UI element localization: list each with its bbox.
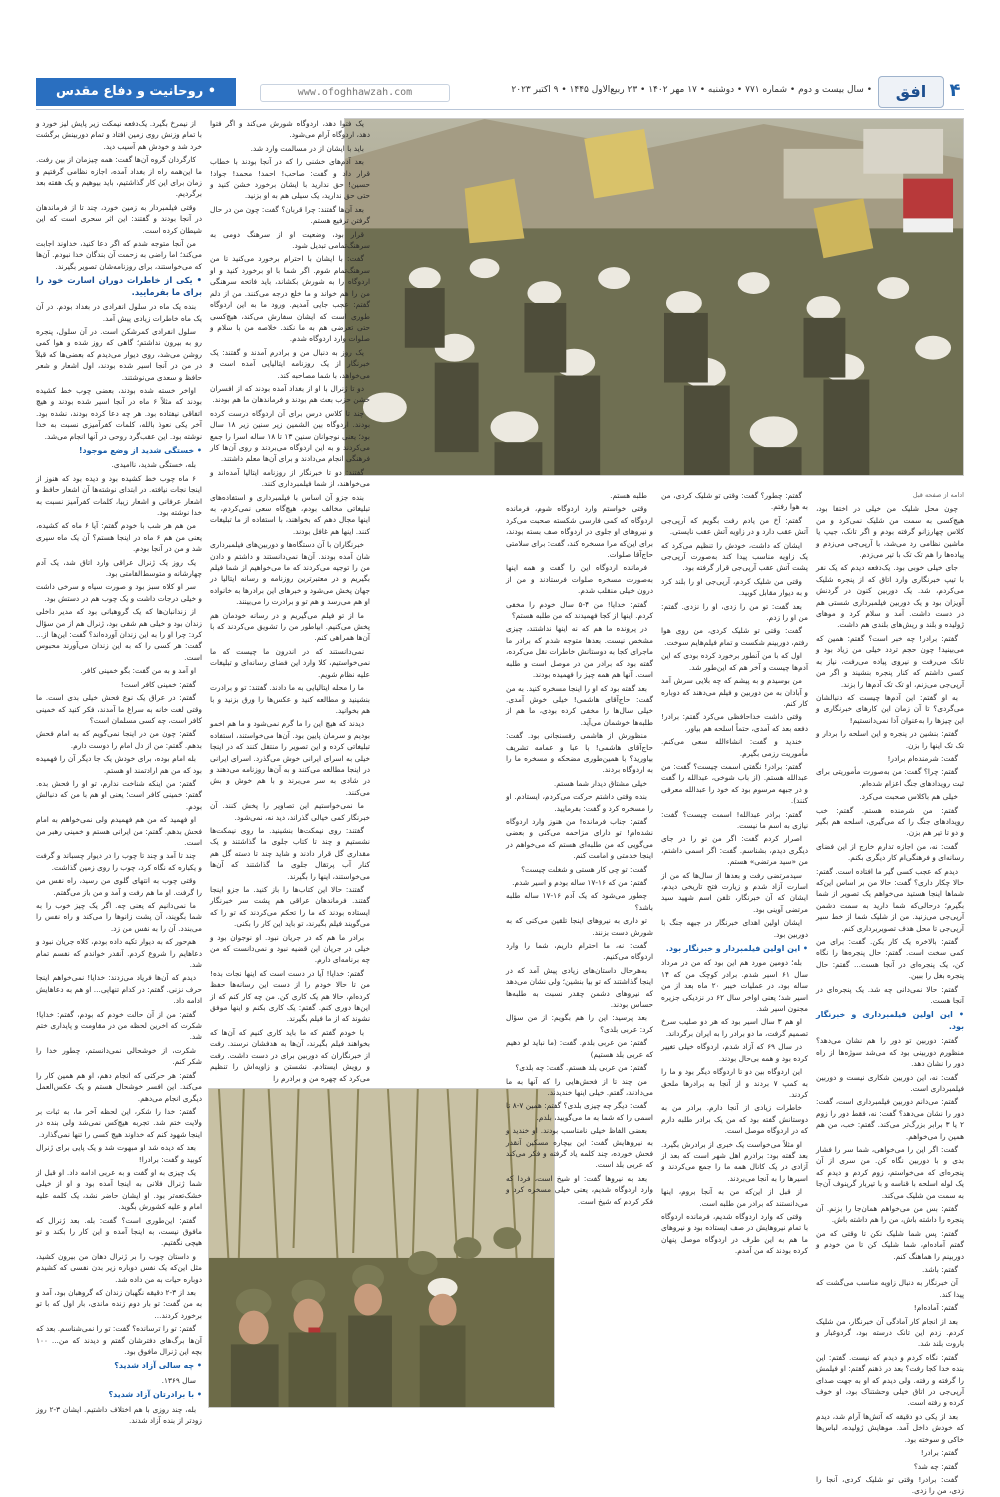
paragraph: گفتم: جناب فرمانده! من هنوز وارد اردوگاه نشده‌ام! تو دارای مزاحمه می‌کنی و بعضی می‌گویی که من طلبه‌ای هستم که می‌خواهم در اینجا خدمتی و امامت کنم. <box>506 816 653 861</box>
paragraph: دیدند که هیچ این را ما گرم نمی‌شود و ما هم اخمو بودیم و سرمان پایین بود. آن‌ها می‌خواستند، استفاده تبلیغاتی کرده و این تصویر را منتقل کنند که در اینجا خیلی به اسرای ایرانی خوش می‌گذرد. اسرای ایرانی در اینجا مطالعه می‌کنند و به آن‌ها روزنامه می‌دهند و در شادی به سر می‌برند و با هم خوش و بش می‌کنند. <box>210 719 370 797</box>
paragraph: و داستان چوب را بر ژنرال دهان من بیرون کشید، مثل این‌که یک نفس دوباره زیر بدن نفسی که کشیدم دوباره حیات به من داده شد. <box>36 1251 202 1284</box>
interview-question: • یکی از خاطرات دوران اسارت خود را برای ما بفرمایید. <box>36 275 202 297</box>
paragraph: من بوسیدم و به پیشم که چه بلایی سرش آمد و آبادان به من دوربین و فیلم می‌دهند که دوباره کار کنم. <box>661 676 808 708</box>
paragraph: طلبه هستم. <box>610 491 647 500</box>
paragraph: وقتی فیلمبردار به زمین خورد، چند تا از فرماندهان در آنجا بودند و گفتند: این اثر سحری است که این شیطان کرده است. <box>36 202 202 235</box>
paragraph: قرار بود، وضعیت او از سرهنگ دومی به سرهنگ‌تمامی تبدیل شود. <box>210 229 370 251</box>
interview-question: • این اولین فیلمبردار و خبرنگار بود. <box>665 944 808 954</box>
paragraph: این اردوگاه بین دو تا اردوگاه دیگر بود و ما را به کمپ ۷ بردند و از آنجا به برادرها ملحق کردند. <box>661 1067 808 1099</box>
paragraph: برادر ما هم که در جریان نبود. او نوجوان بود و خیلی در جریان این قضیه نبود و نمی‌دانست که من چه برنامه‌ای دارم. <box>210 932 370 965</box>
paragraph: بعد به نیروها گفت: او شیخ است، فردا که وارد اردوگاه شدیم، یعنی خیلی مسخره کرد و فکر کردم که شیخ است. <box>506 1173 653 1206</box>
paragraph: دو تا ژنرال با او از بغداد آمده بودند که از افسران خشن حزب بعث هم بودند و فرماندهان ما هم بودند. <box>210 383 370 405</box>
paragraph: گفتم: من اینکه شناخت ندارم، تو او را فحش بده. گفتم: خمینی کافر است؛ یعنی او هم با من که دنبالش بودم. <box>36 778 202 811</box>
paragraph: تو داری به نیروهای اینجا تلقین می‌کنی که به شورش دست بزنند. <box>506 916 653 937</box>
paragraph: سلول انفرادی کمرشکن است. در آن سلول، پنجره رو به بیرون نداشتم؛ گاهی که روز شده و هوا کمی روشن می‌شد، روی دیوار می‌دیدم که بعضی‌ها که قبلاً در من در آنجا اسیر شده بودند، اول اشعار و شعر حافظ و سعدی می‌نوشتند. <box>36 326 202 382</box>
paragraph: او فهمید که من هم فهمیدم ولی نمی‌خواهم به امام فحش بدهم. گفتم: من ایرانی هستم و خمینی رهبر من است. <box>36 815 202 847</box>
paragraph: گفتم: در عراق یک نوع فحش خیلی بدی است. ما وقتی لغت خانه به سراغ ما آمدند، فکر کنید که خمینی کافر است، چه کسی مسلمان است؟ <box>36 693 202 725</box>
paragraph: به‌هرحال داستان‌های زیادی پیش آمد که در اینجا گذاشتند که تو بیا بنشین؛ ولی نشان می‌دهد که نیروهای دشمن چقدر نسبت به طلبه‌ها حساس بودند. <box>506 965 653 1010</box>
website-url[interactable]: www.ofoghhawzah.com <box>260 84 450 102</box>
paragraph: بعد که دیده شد او مبهوت شد و یک پایی برای ژنرال کوبید و گفت: برادرا! <box>36 1143 202 1164</box>
paragraph: گفت: نه، من اجازه تدارم خارج از این فضای رسانه‌ای و فرهنگی‌ام کار دیگری بکنم. <box>816 841 964 863</box>
paragraph: چند تا کلاس درس برای آن اردوگاه درست کرده بودند. اردوگاه بین الشمین زیر سنین زیر ۱۸ سال بود؛ یعنی نوجوانان سنین ۱۳ تا ۱۸ ساله اسرا را جمع می‌کردند و به این اردوگاه می‌بردند و روی آن‌ها کار فرهنگی انجام می‌دادند و برای آن‌ها معلم داشتند. <box>210 408 370 464</box>
paragraph: هم‌حور که به دیوار تکیه داده بودم، کلاه جریان نبود و دعاهایم را شروع کردم. آنقدر خواندم که نفسم تمام شد. <box>36 937 202 970</box>
paragraph: گفتند: روی نیمکت‌ها بنشینید. ما روی نیمکت‌ها نشستیم و چند تا کتاب جلوی ما گذاشتند و یک مقداری گل قرار دادند و شاید چند تا دسته گل هم کنار آب پرتقال جلوی ما گذاشتند که آن‌ها می‌خواستند، اینها را بگیرند. <box>210 825 370 881</box>
paragraph: او هم ۳ سال اسیر بود که هر دو صلیب سرخ تصمیم گرفت، ما دو برادر را به ایران برگرداند. <box>661 1017 808 1038</box>
paragraph: من هم هر شب با خودم گفتم: آیا ۶ ماه که کشیده، یعنی من هم ۶ ماه در اینجا هستم؟ آن یک ماه سپری شد و من در آنجا بودم. <box>36 521 202 554</box>
paragraph: خندید و گفت: انشاءالله سعی می‌کنم. مأموریت رزمی بگیرم. <box>661 737 808 758</box>
paragraph: گفتم: نگاه کردم و دیدم که نیست. گفتم: این بنده خدا کجا رفت؟ بعد در ذهنم گفتم: او فیلمش را گرفته و رفته. ولی دیدم که او به جهت صدای آرپی‌جی در اتاق خیلی وحشتناک بود، او خوف کرده و رفته است. <box>816 1352 964 1408</box>
paragraph: او آمد و به من گفت: بگو خمینی کافر. <box>80 666 196 676</box>
paragraph: گفتم: من عربی بلدم. گفت: (ما نباید لو دهیم که عربی بلد هستیم) <box>506 1038 653 1059</box>
paragraph: گفتم: چطور؟ گفت: وقتی تو شلیک کردی، من به هوا رفتم. <box>661 491 808 512</box>
paragraph: یک چیزی به او گفت و به عربی ادامه داد. او قبل از شما ژنرال فلانی به اینجا آمده بود و او از خیلی خشک‌تعه‌تر بود. او ایشان حاضر نشد، یک کلمه علیه امام و علیه کشورش بگوید. <box>36 1167 202 1212</box>
paragraph: گفتم: دوربین تو دور را هم نشان می‌دهد؟ منظورم دوربینی بود که می‌شد سوژه‌ها از راه دور را نشان دهد. <box>816 1036 964 1069</box>
clerics-crowd-image <box>345 119 963 475</box>
paragraph: از قبل از این‌که من به آنجا بروم، اینها می‌دانستند که برادر من طلبه است. <box>661 1187 808 1208</box>
issue-info: • سال بیست و دوم • شماره ۷۷۱ • دوشنبه • ۱۷ مهر ۱۴۰۲ • ۲۳ ربیع‌الاول ۱۴۴۵ • ۹ اکتبر ۲۰۲۳ <box>511 85 872 95</box>
paragraph: گفتند: دو تا خبرنگار از روزنامه ایتالیا آمده‌اند و می‌خواهند، از شما فیلمبرداری کنند. <box>210 467 370 489</box>
paragraph: یک روز یک ژنرال عراقی وارد اتاق شد، یک آدم چهارشانه و متوسط‌القامتی بود. <box>36 557 202 579</box>
paragraph: گفتم: خمینی کافر است! <box>120 679 196 689</box>
paragraph: گفتم: آماده‌ام! <box>913 1303 958 1313</box>
paragraph: گفت: برادر! وقتی تو شلیک کردی، آنجا را زدی، من را زدی. <box>816 1474 964 1496</box>
paragraph: ایشان که داشت، خودش را تنظیم می‌کرد که یک زاویه مناسب پیدا کند به‌صورت آرپی‌جی پشت آتش عقب آرپی‌جی قرار گرفته بود. <box>661 540 808 573</box>
paragraph: اواخر خسته شده بودند، بعضی چوب خط کشیده بودند که مثلاً ۶ ماه در آنجا اسیر شده بودند و هیچ اتفاقی نیفتاده بود. هر چه دعا کرده بودند، نشده بود. آخر یکی نعوذ بالله، کلمات کفرآمیزی نسبت به خدا نوشته بود. این عقب‌گرد روحی در آنها انجام می‌شد. <box>36 385 202 441</box>
paragraph: گفتم: بنشین در پنجره و این اسلحه را بردار و تک تک اینها را بزن. <box>816 729 964 750</box>
paragraph: گفتم: چرا؟ گفت: من به‌صورت مأموریتی برای ثبت رویدادهای جنگ اعزام شده‌ام. <box>816 767 964 788</box>
paragraph: بنده جزو آن اساس با فیلمبرداری و استفاده‌های تبلیغاتی مخالف بودم، هیچ‌گاه سعی نمی‌کردم، به اینها مجال دهم که بخواهند، با استفاده از ما تبلیغات کنند. اینها هم غافل بودند. <box>210 492 370 536</box>
newspaper-logo: افق <box>878 76 944 108</box>
paragraph: خیلی هم باکلاس صحبت می‌کرد. <box>859 792 958 802</box>
paragraph: گفت: دیگر چه چیزی بلدی؟ گفتم: همین ۷-۸ تا اسمی را که شما به ما می‌گویید، بلدم. <box>506 1101 653 1122</box>
paragraph: او مثلاً می‌خواست یک خبری از برادرش بگیرد. بعد گفته بود: برادرم اهل شهر است که بعد از آزادی در یک کانال همه ما را جمع می‌کردند و اسیرها را به آنجا می‌بردند. <box>661 1139 808 1183</box>
paragraph: بعد از ۳-۲ دقیقه نگهبان زندان که گروهبان بود، آمد و به من گفت: تو بار دوم زنده ماندی، بار اول که با تو برخورد کردند... <box>36 1288 202 1320</box>
paragraph: چطور می‌شود که یک آدم ۱۶-۱۷ ساله طلبه باشد؟ <box>506 891 653 912</box>
paragraph: گفتم: این‌طوری است؟ گفت: بله. بعد ژنرال که مافوق نیست، به اینجا آمده و این کار را بکند و تو هیچی نگفتیم. <box>36 1215 202 1248</box>
paragraph: گفتم: می‌دانم دوربین فیلمبرداری است، گفت: دور را نشان می‌دهد؟ گفت: نه، فقط دور را زوم ۲ یا ۳ برابر بزرگ‌تر می‌کند. گفتم: خب، من هم همین را می‌خواهم. <box>816 1097 964 1141</box>
paragraph: گفت: نه، این دوربین شکاری نیست و دوربین فیلمبرداری است. <box>816 1072 964 1093</box>
paragraph: وقتی خواستم وارد اردوگاه شوم، فرمانده اردوگاه که کمی فارسی شکسته صحبت می‌کرد و نیروهای او جلوی در اردوگاه صف بسته بودند، برای این‌که مرا مسخره کند، گفت: برای سلامتی حاج‌آقا صلوات. <box>506 504 653 560</box>
paragraph: ما نمی‌خواستیم این تصاویر را پخش کنند. آن خبرنگار کمی خیالی گذراند، دید نه، نمی‌شود. <box>210 801 370 822</box>
paragraph: بعد پرسید: این را هم بگویم: از من سؤال کرد: عربی بلدی؟ <box>506 1013 653 1034</box>
paragraph: با خودم گفتم که ما باید کاری کنیم که آن‌ها که بخواهند فیلم بگیرند، آن‌ها به هدفشان نرسند. رفت از خبرنگاران که دوربین برای در دست داشت. رفت و رویش ایستادم. نشستن و زاویه‌اش را تنظیم می‌کرد که چهره من و برادرم را <box>210 1027 370 1083</box>
paragraph: خبرنگاران با آن دستگاه‌ها و دوربین‌های فیلمبرداری شان آمده بودند. آن‌ها نمی‌دانستند و داشتم و دادن من را توجیه می‌کردند که ما می‌خواهیم از شما فیلم بگیریم و در معتبرترین روزنامه و رسانه ایتالیا در جهان پخش می‌شود و خبرهای این برادرها به خانواده او هم می‌رسد و هم تو و برادرت را می‌بینند. <box>210 540 370 607</box>
paragraph: گفت: با ایشان با احترام برخورد می‌کنید تا من سرهنگ‌تمام شوم. اگر شما با او برخورد کنید و او اردوگاه را به شورش بکشاند، باید فاتحه سرهنگی من را هم خواند و ما خلع درجه می‌کنند. من از دلم گفتم: عجب جایی آمدیم. ورود ما به این اردوگاه طوری است که ایشان سفارش می‌کند، هیچ‌کسی حتی تعرضی هم به ما نکند. خلاصه من با سلام و صلوات وارد اردوگاه شدم. <box>210 254 370 344</box>
paragraph: وقتی که وارد اردوگاه شدیم، فرمانده اردوگاه با تمام نیروهایش در صف ایستاده بود و نیروهای ما هم به این طرف در اردوگاه موصل پنهان کرده بودند که من آمدم. <box>661 1211 808 1256</box>
article-column-2 <box>661 490 808 1408</box>
article-column-1 <box>816 490 964 1496</box>
paragraph: شکرت، از خوشحالی نمی‌دانستم، چطور خدا را شکر کنم. <box>36 1045 202 1067</box>
paragraph: بعد آن‌ها گفتند: چرا قربان؟ گفت: چون من در حال گرفتن ترفیع هستم. <box>210 204 370 226</box>
paragraph: دیدم که آن‌ها فریاد می‌زدند: خدایا! نمی‌خواهم اینجا حرف نزنی. گفتم: در کدام تنهایی... او هم به دعاهایش ادامه داد. <box>36 973 202 1006</box>
article-column-5 <box>35 118 202 1426</box>
paragraph: سیدمرتضی رفت و بعدها از سال‌ها که من از اسارت آزاد شدم و زیارت فتح تاریخی دیدم، ایشان که آن خبرنگار، تلفن اسم شهید سید مرتضی آوینی بود. <box>661 870 808 914</box>
paragraph: بله، چند روزی با هم اختلاف داشتیم. ایشان ۳-۲ روز زودتر از بنده آزاد شدند. <box>36 1404 202 1426</box>
paragraph: گفتم: بالاخره یک کار بکن. گفت: برای من کمی سخت است. گفتم: حال پنجره‌ها را نگاه کن، یک پنجره‌ای در آنجا هست... گفتم: حال پنجره بغل را ببین. <box>816 937 964 981</box>
photo-clerics-at-front <box>344 118 964 476</box>
paragraph: گفت: اگر این را می‌خواهی، شما سر را فشار بدی و با دوربین نگاه کن. من سری از آن پنجره‌ای که می‌خواستم، زوم کردم و دیدم که یک لوله اسلحه با قناسه و با تیربار گرینوف آن‌جا به سمت من شلیک می‌کند. <box>816 1144 964 1200</box>
soldiers-reeds-image <box>209 1089 554 1407</box>
page-header <box>36 76 964 110</box>
paragraph: گفت: تو چی کار هستی و شغلت چیست؟ <box>521 864 647 874</box>
paragraph: سر او کلاه سبز بود و صورت سیاه و سرخی داشت و خیلی درجات داشت و یک چوب هم در دستش بود. <box>36 582 202 603</box>
paragraph: گفتم: برادر عبدالله! اسمت چیست؟ گفت: نیازی به اسم ما نیست. <box>661 809 808 830</box>
paragraph: گفتم: چه شد؟ <box>913 1461 958 1471</box>
interview-question: • با برادرتان آزاد شدید؟ <box>108 1390 202 1400</box>
paragraph: گفتم: من شرمنده هستم. گفتم: خب رویدادهای جنگ را که می‌گیری، اسلحه هم بگیر و دو تا تیر هم بزن. <box>816 805 964 838</box>
paragraph: منظورش از هاشمی رفسنجانی بود. گفت: حاج‌آقای هاشمی! با عبا و عمامه تشریف بیاورید؟ با همین‌طوری مضحکه و مسخره ما را به اردوگاه بردند. <box>506 731 653 775</box>
paragraph: جای خیلی خوبی بود. یک‌دفعه دیدم که یک نفر با تیپ خبرنگاری وارد اتاق که از پنجره شلیک می‌کردم، شد. یک دوربین کنون در گردنش آویزان بود و یک دوربین فیلمبرداری شستی هم در دست داشت. آمد و سلام کرد و موهای ژولیده و بلند و ریش‌های بلندی هم داشت. <box>816 563 964 630</box>
paragraph: گفتم: خدایا! من ۴-۵ سال خودم را مخفی کردم. اینها از کجا فهمیدند که من طلبه هستم؟ <box>506 599 653 621</box>
interview-question: • خستگی شدید از وضع موجود! <box>78 445 202 455</box>
paragraph: وقتی من شلیک کردم، آرپی‌جی او را بلند کرد و به دیوار مقابل کوبید. <box>661 576 808 598</box>
paragraph: خاطرات زیادی از آنجا دارم. برادر من به دوستانش گفته بود که من یک برادر طلبه دارم که در اردوگاه موصل است. <box>661 1103 808 1136</box>
paragraph: ایشان اولین اهدای خبرنگار در جبهه جنگ با دوربین بود. <box>661 918 808 939</box>
paragraph: گفتم: من عربی بلد هستم. گفت: چه بلدی؟ <box>515 1063 647 1073</box>
paragraph: گفتم: من که ۱۶-۱۷ ساله بودم و اسیر شدم. <box>512 878 647 887</box>
paragraph: یک روز به دنبال من و برادرم آمدند و گفتند: یک خبرنگار از یک روزنامه ایتالیایی آمده است و می‌خواهد، با شما مصاحبه کند. <box>210 347 370 380</box>
paragraph: آن خبرنگار به دنبال زاویه مناسب می‌گشت که پیدا کند. <box>816 1278 964 1299</box>
paragraph: سال ۱۳۶۹. <box>161 1375 196 1385</box>
paragraph: چند تا آمد و چند تا چوب را در دیوار چسباند و گرفت و یکباره که نگاه کرد، چوب را روی زمین گذاشت. <box>36 851 202 872</box>
paragraph: ما از تو فیلم می‌گیریم و در رسانه خودمان هم پخش می‌کنیم. ابیاطور من را تشویق می‌کردند که با آن‌ها همراهی کنم. <box>210 610 370 643</box>
paragraph: وقتی داشت خداحافظی می‌کرد گفتم: برادر! دفعه بعد که آمدی، حتماً اسلحه هم بیاور. <box>661 712 808 733</box>
paragraph: باید با ایشان از در مسالمت وارد شد. <box>250 143 364 153</box>
paragraph: گفتم: خدا را شکر، این لحظه آخر ما، به ثبات بر ولایت ختم شد. تجربه هیچ‌کس نمی‌شد ولی بنده در اینجا شهود کنم که خداوند هیچ کسی را تنها نمی‌گذارد. <box>36 1106 202 1139</box>
paragraph: از نیمرخ بگیرد. یک‌دفعه نیمکت زیر پایش لیز خورد و با تمام وزنش روی زمین افتاد و تمام دوربینش برگشت خرد شد و خودش هم آسیب دید. <box>36 119 202 151</box>
paragraph: بعد آدم‌های خشنی را که در آنجا بودند با خطاب قرار داد و گفت: صاحب! احمد! محمد! جواد! حسین! حق ندارید با ایشان برخورد خشن کنید و حتی حق ندارید، یک سیلی هم به او بزنید. <box>210 157 370 201</box>
paragraph: گفتم: خدایا! آیا در دست است که اینها نجات بده! من تا حالا خودم را از دست این رسانه‌ها حفظ کرده‌ام، حالا هم یک کاری کن. من چه کار کنم که از این‌ها دوری کنم. گفتم: یک کاری بکنم و اینها موفق نشوند که از ما فیلم بگیرند. <box>210 968 370 1024</box>
paragraph: گفتند: حالا این کتاب‌ها را باز کنید. ما جزو اینجا گفتند. فرماندهان عراقی هم پشت سر خبرنگار ایستاده بودند که ما را تحکم می‌کردند که تو را که می‌گویند فیلم بگیرند، تو باید این کار را بکنی. <box>210 885 370 929</box>
paragraph: من آنجا متوجه شدم که اگر دعا کنید، خداوند اجابت می‌کند؛ اما راضی به زحمت آن بندگان خدا نبودم. آن‌ها که می‌خواستند، برای روزنامه‌شان تصویر بگیرند. <box>36 239 202 271</box>
continued-caption: ادامه از صفحه قبل <box>912 491 964 499</box>
paragraph: اصرار کردم گفت: اگر من تو را در جای دیگری دیدم، بشناسم. گفت: اگر اسمی داشتم، من «سید مرتضی» هستم. <box>661 834 808 867</box>
paragraph: نمی‌دانستند که در اندرون ما چیست که ما نمی‌خواستیم، کلا وارد این فضای رسانه‌ای و تبلیغات علیه نظام شویم. <box>210 646 370 679</box>
paragraph: یک فتوا دهد، اردوگاه شورش می‌کند و اگر فتوا دهد، اردوگاه آرام می‌شود. <box>210 119 370 140</box>
paragraph: گفتم: برادر! نگفتی اسمت چیست؟ گفت: من عبدالله هستم. (از باب شوخی، عبدالله را گفت و در جبهه مرسوم بود که خود را عبدالله معرفی کنند). <box>661 761 808 806</box>
paragraph: بله، خستگی شدید، ناامیدی. <box>111 460 196 470</box>
paragraph: وقتی چوب به انتهای گلوی من رسید، راه نفس من را گرفت. او ما هم رفت و آمد و من باز می‌گفتم. <box>36 876 202 897</box>
paragraph: در پرونده ما هم که نه اینها نداشتند، چیزی مشخص نیست. بعدها متوجه شدم که برادر ما ماجرای کجا به دوستانش خاطرات نقل می‌کرده، گفته بود که برادر من در موصل است و طلبه است. آنها هم همه چیز را فهمیده بودند. <box>506 624 653 680</box>
interview-question: • چه سالی آزاد شدید؟ <box>114 1361 202 1371</box>
paragraph: دیدم که عجب کسی گیر ما افتاده است. گفتم: حالا چکار داری؟ گفت: حالا من بر اساس این‌که شماها اینجا هستید می‌خواهم یک تصویر از شما بگیرم؛ درحالی‌که شما دارید به سمت دشمن آرپی‌جی می‌زنید. من از شلیک شما از خط سیر آرپی‌جی تا محل هدف تصویربرداری کنم. <box>816 866 964 933</box>
paragraph: چون محل شلیک من خیلی در اختفا بود، هیچ‌کسی به سمت من شلیک نمی‌کرد و من کلاس چهارزانو گرفته بودم و اگر تانک، جیپ یا ماشین نظامی رد می‌شد، با آرپی‌جی می‌زدم و پیاده‌ها را هم تک تک با تیر می‌زدم. <box>816 504 964 560</box>
paragraph: از زندانبان‌ها که یک گروهبانی بود که مدیر داخلی زندان بود و خیلی هم شقی بود، ژنرال هم از من سؤال کرد: چرا او را به این زندان آورده‌اند؟ گفت: این‌ها از... گفت: هر کسی را که به این زندان می‌آورند محبوس است. <box>35 607 202 662</box>
paragraph: من چند تا از فحش‌هایی را که آنها به ما می‌دادند، گفتم. خیلی اینها خندیدند. <box>506 1076 653 1097</box>
paragraph: گفتم: بس من می‌خواهم همان‌جا را بزنم. آن پنجره را داشته باش، من را هم داشته باش. <box>816 1203 964 1225</box>
paragraph: بنده یک ماه در سلول انفرادی در بغداد بودم. در آن یک ماه خاطرات زیادی پیش آمد. <box>36 302 202 323</box>
paragraph: گفتم: آخ من یادم رفت بگویم که آرپی‌جی آتش عقب دارد و در زاویه آتش عقب نایستی. <box>661 515 808 537</box>
paragraph: بعد از یکی دو دقیقه که آتش‌ها آرام شد، دیدم که خودش داخل آمد. موهایش ژولیده، لباس‌ها خاکی و سوخته بود. <box>816 1411 964 1444</box>
paragraph: بله؛ دومین مورد هم این بود که من در مرداد سال ۶۱ اسیر شدم. برادر کوچک من که ۱۴ ساله بود، در عملیات خیبر ۲۰ ماه بعد از من اسیر شد؛ یعنی اواخر سال ۶۲ در نزدیکی جزیره مجنون اسیر شد. <box>661 958 808 1014</box>
paragraph: بعضی الفاظ خیلی نامناسب بودند. او خندید و به نیروهایش گفت: این بیچاره مسکین آنقدر فحش خورده، چند کلمه یاد گرفته و فکر می‌کند که عربی بلد است. <box>506 1126 653 1170</box>
paragraph: گفتم: حالا نمی‌دانی چه شد. یک پنجره‌ای در آنجا هست. <box>816 984 964 1006</box>
paragraph: گفتم: چون من در اینجا نمی‌گویم که به امام فحش بدهم. گفتم: من از دل امام را دوست دارم. <box>36 729 202 750</box>
paragraph: گفتم: تو را ترسانده؟ گفت: تو را نمی‌شناسم. بعد که آن‌ها برگ‌های دفترشان گفتم و دیدند که من... ۱۰۰ بچه این ژنرال مافوق بود. <box>36 1324 202 1357</box>
page-number: ۴ <box>949 80 961 101</box>
paragraph: گفتم: هر حرکتی که انجام دهم، او هم همین کار را می‌کند. این افسر خوشحال هستم و یک عکس‌العمل دیگری انجام می‌دهم. <box>36 1070 202 1103</box>
paragraph: بعد گفته بود که او را اینجا مسخره کنید. به من گفت: حاج‌آقای هاشمی! خیلی خوش آمدی. خیلی سال‌ها را مخفی کرده بودی، ما هم از طلبه‌ها خوشمان می‌آید. <box>506 683 653 727</box>
article-column-3 <box>506 490 653 1206</box>
paragraph: ما نمی‌دانیم که یعنی چه. اگر یک چیز خوب را به شما بگویند، آن پشت زانوها را می‌کند و راه نفس را می‌بندد. آن را به نفس من زد. <box>36 901 202 933</box>
paragraph: ما را محله ایتالیایی به ما دادند. گفتند: تو و برادرت بنشینید و مطالعه کنید و عکس‌ها را ورق بزنید و با هم بخوانید. <box>210 683 370 715</box>
interview-question: • این اولین فیلمبرداری و خبرنگار بود. <box>816 1010 964 1031</box>
paragraph: ۶ ماه چوب خط کشیده بود و دیده بود که هنوز از اینجا نجات نیافته. در ابتدای نوشته‌ها آن اشعار حافظ و اشعار عرفانی و اشعار زیبا، کلمات کفرآمیز نسبت به خدا نوشته بود. <box>36 473 202 517</box>
paragraph: گفت: وقتی تو شلیک کردی، من روی هوا رفتم، دوربینم شکست و تمام فیلم‌هایم سوخت. <box>661 626 808 647</box>
paragraph: فرمانده اردوگاه این را گفت و همه اینها به‌صورت مسخره صلوات فرستادند و من از درون خیلی منقلب شدم. <box>506 563 653 596</box>
paragraph: گفتم: باشد. <box>922 1265 958 1274</box>
paragraph: به او گفتم: این آدم‌ها چیست که دنبالشان می‌گردی؟ تا آن زمان این کارهای خبرنگاری و این چیزها را به‌عنوان آدا نمی‌دانستیم! <box>816 692 964 725</box>
paragraph: گفتم: برادر! چه خبر است؟ گفتم: همین که می‌بینید! چون حجم تردد خیلی من زیاد بود و تانک می‌رفت و نیروی پیاده می‌رفت، نیاز به کسی داشتم که کنار پنجره بنشیند و اگر من آرپی‌جی می‌زنم، او تک تک آدم‌ها را بزند. <box>816 633 964 689</box>
photo-soldiers-in-reeds <box>208 1088 555 1408</box>
article-column-4b <box>210 118 370 1083</box>
paragraph: خیلی مشتاق دیدار شما هستم. <box>553 778 647 788</box>
paragraph: گفت: شرمنده‌ام برادر! <box>887 753 958 763</box>
section-title: • روحانیت و دفاع مقدس <box>36 78 236 106</box>
paragraph: بنده وقتی داشتم حرکت می‌کردم، ایستادم. او را مسخره کرد و گفت: بفرمایید. <box>506 792 653 813</box>
paragraph: گفتم: برادر! <box>920 1448 958 1458</box>
paragraph: بعد از انجام کار آمادگی آن خبرنگار، من شلیک کردم. زدم این تانک درسته بود، گردوغبار و باروت بلند شد. <box>816 1316 964 1349</box>
paragraph: گفت: نه، ما احترام داریم، شما را وارد اردوگاه می‌کنیم. <box>506 941 653 962</box>
paragraph: بعد گفت: تو من را زدی، او را نزدی. گفتم: من او را زدم. <box>661 601 808 623</box>
paragraph: بله امام بوده، برای خودش یک جا دیگر آن را فهمیده بود که من هم ارادتمند او هستم. <box>36 754 202 775</box>
paragraph: گفتم: پس شما شلیک نکن تا وقتی که من گفتم آماده‌ام، شما شلیک کن تا من خودم و دوربینم را هماهنگ کنم. <box>816 1228 964 1261</box>
paragraph: در سال ۶۹ که آزاد شدم، اردوگاه خیلی تغییر کرده بود و همه بی‌حال بودند. <box>661 1042 808 1063</box>
paragraph: گفتم: من از آن حالت خودم که بودم، گفتم: خدایا! شکرت که اخرین لحظه من در مقاومت و پایداری ختم شد. <box>36 1009 202 1042</box>
paragraph: اول که با من آنطور برخورد کرده بودی که این آدم‌ها چیست و آخر هم که این‌طور شد. <box>661 651 808 672</box>
paragraph: کارگردان گروه آن‌ها گفت: همه چیزمان از بین رفت. ما این‌همه راه از بغداد آمده، اجازه نظامی گرفتیم و زمان برای این کار گذاشتیم، باید بیوهیم و یک هفته بعد برگردیم. <box>36 155 202 199</box>
